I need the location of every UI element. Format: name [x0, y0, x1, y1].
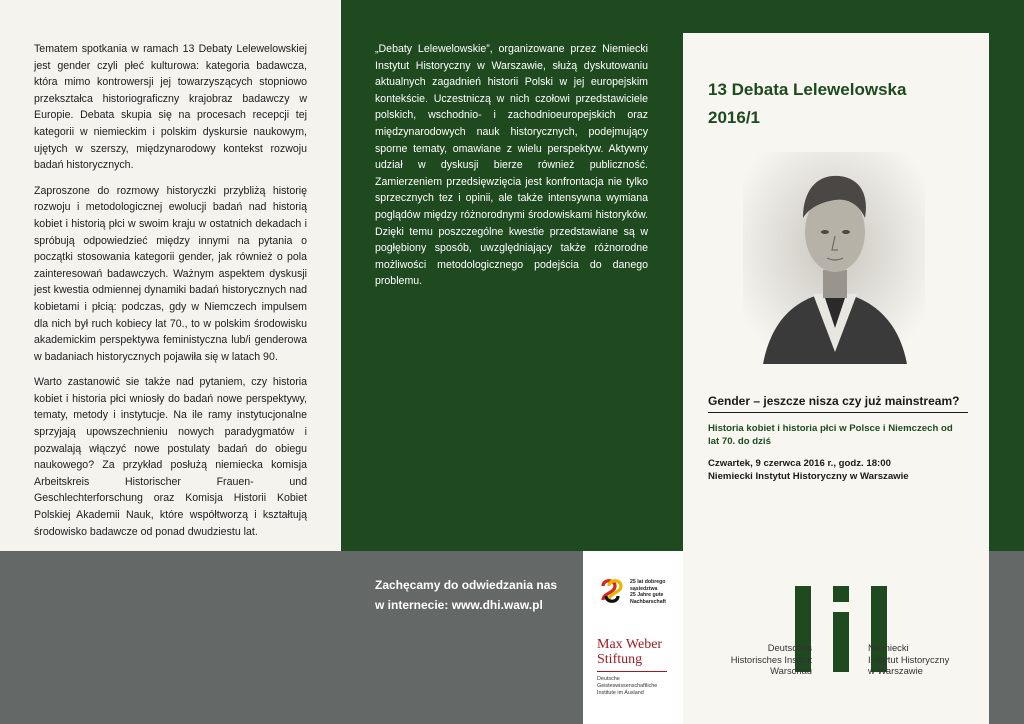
mws-subtitle: Deutsche Geisteswissenschaftliche Institute im Ausland — [597, 676, 658, 696]
paragraph: Tematem spotkania w ramach 13 Debaty Lelewelowskiej jest gender czyli płeć kulturowa: kategoria badawcza, która mimo kontrowersji jej towarzyszących stopniowo przekształca historiograficzny krajobraz badawczy w Europie. Debata skupia się na procesach recepcji tej kategorii w niemieckim i polskim dyskursie naukowym, ujętych w szerszy, międzynarodowy kontekst rozwoju badań historycznych. — [34, 43, 307, 172]
anniversary-badge — [597, 576, 677, 610]
invite-url: w internecie: www.dhi.waw.pl — [375, 598, 543, 612]
dhi-pl-line: w Warszawie — [868, 665, 923, 676]
debate-title — [708, 76, 978, 132]
paragraph: „Debaty Lelewelowskie”, organizowane przez Niemiecki Instytut Historyczny w Warszawie, służą dyskutowaniu aktualnych zagadnień historii Polski w jej europejskim kontekście. Uczestniczą w nich czołowi przedstawiciele polskich, wschodnio- i zachodnioeuropejskich oraz międzynarodowych nauk historycznych, podejmujący sporne tematy, omawiane z wielu perspektyw. Aktywny udział w dyskusji bierze również publiczność. Zamierzeniem przedsięwzięcia jest konfrontacja nie tylko sprzecznych tez i opinii, ale także intensywna wymiana poglądów między różnorodnymi środowiskami historyków. Dzięki temu poszczególne kwestie przedstawiane są w pogłębiony sposób, uwzględniający także różnorodne możliwości metodologicznego podejścia do danego problemu. — [375, 43, 648, 288]
badge-text — [630, 579, 674, 605]
badge-text-de: 25 Jahre gute Nachbarschaft — [630, 592, 667, 605]
title-line: 13 Debata Lelewelowska — [708, 80, 907, 99]
dhi-name-polish — [868, 642, 978, 677]
debate-topic: Gender – jeszcze nisza czy już mainstream? — [708, 394, 968, 413]
title-year: 2016/1 — [708, 108, 760, 127]
dhi-name-german — [726, 642, 812, 677]
event-venue: Niemiecki Instytut Historyczny w Warszawie — [708, 470, 909, 482]
footer-edge-band — [989, 551, 1024, 724]
mws-divider — [597, 671, 667, 672]
mws-name-line2: Stiftung — [597, 652, 643, 667]
event-date: Czwartek, 9 czerwca 2016 r., godz. 18:00 — [708, 458, 891, 469]
portrait-illustration — [743, 152, 925, 364]
dhi-de-line: Historisches Institut — [730, 653, 812, 665]
paragraph: Zaproszone do rozmowy historyczki przybliżą historię rozwoju i metodologicznej ewolucji badań nad historią kobiet i historią płci w swoim kraju w ostatnich dekadach i spróbują odpowiedzieć między innymi na pytania o początki stosowania kategorii gender, jak również o pola zainteresowań badawczych. Ważnym aspektem dyskusji jest kwestia odmiennej dynamiki badań historycznych nad kobietami i płcią: podczas, gdy w Niemczech impulsem dla nich był ruch kobiecy lat 70., to w polskim środowisku akademickim perspektywa feministyczna lub/i genderowa w badaniach historycznych pojawiła się w latach 90. — [34, 184, 307, 363]
middle-column-text — [375, 41, 648, 299]
debate-subtopic: Historia kobiet i historia płci w Polsce i Niemczech od lat 70. do dziś — [708, 423, 953, 447]
paragraph: Warto zastanowić sie także nad pytaniem, czy historia kobiet i historia płci wniosły do badań nowe perspektywy, tematy, metody i instytucje. Na ile ramy instytucjonalne sprzyjają upowszechnieniu nowych paradygmatów i pozwalają włączyć nowe postulaty badań do obiegu naukowego? Za przykład posłużą niemiecka komisja Arbeitskreis Historischer Frauen- und Geschlechterforschung oraz Komisja Historii Kobiet Polskiej Akademii Nauk, które współtworzą i kształtują środowisko badawcze od ponad dwudziestu lat. — [34, 376, 307, 538]
event-details — [708, 458, 966, 483]
invite-line: Zachęcamy do odwiedzania nas — [375, 578, 558, 592]
mws-name-line1: Max Weber — [597, 637, 663, 652]
left-column-text — [34, 41, 307, 549]
anniversary-knot-icon — [597, 576, 627, 606]
dhi-de-line: Deutsches — [767, 642, 812, 653]
dhi-de-line: Warschau — [770, 665, 812, 676]
website-invitation — [375, 575, 580, 615]
dhi-pl-line: Instytut Historyczny — [868, 653, 950, 665]
dhi-pl-line: Niemiecki — [868, 642, 909, 653]
badge-text-pl: 25 lat dobrego sąsiedztwa — [630, 579, 666, 592]
max-weber-stiftung-logo — [597, 637, 662, 667]
